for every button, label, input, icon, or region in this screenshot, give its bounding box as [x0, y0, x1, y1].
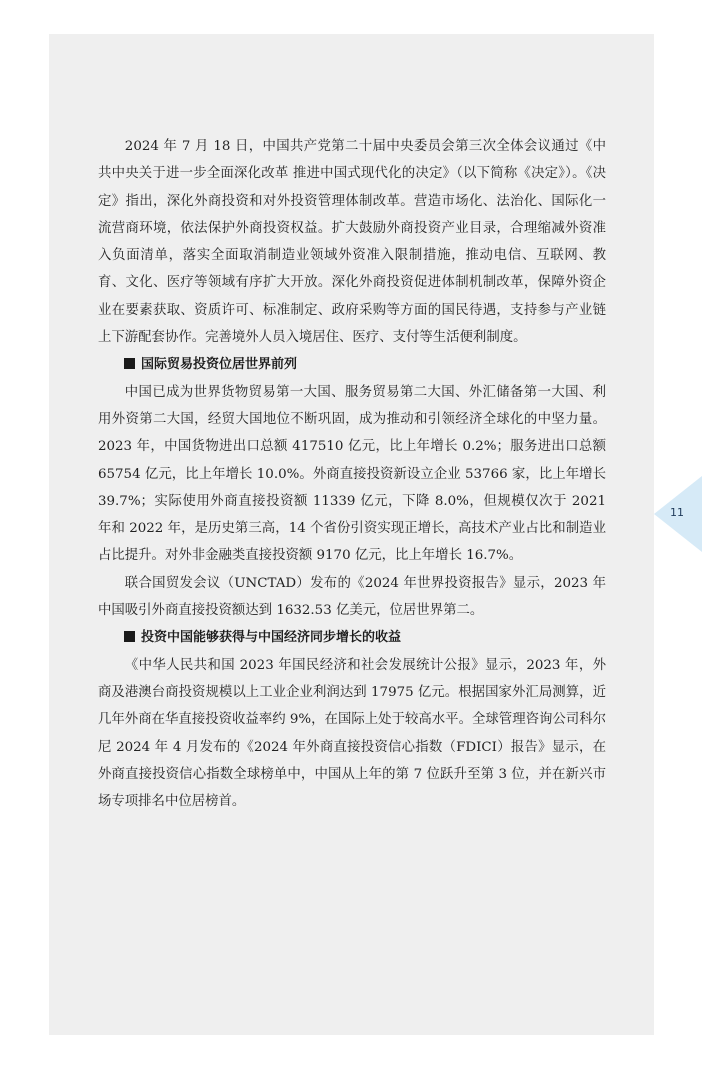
square-bullet-icon	[124, 358, 135, 369]
body-text	[98, 133, 606, 815]
paragraph-decision: 2024 年 7 月 18 日，中国共产党第二十届中央委员会第三次全体会议通过《中共中央关于进一步全面深化改革 推进中国式现代化的决定》（以下简称《决定》）。《决定》指出，深化外商投资和对外投资管理体制改革。营造市场化、法治化、国际化一流营商环境，依法保护外商投资权益。扩大鼓励外商投资产业目录，合理缩减外资准入负面清单，落实全面取消制造业领域外资准入限制措施，推动电信、互联网、教育、文化、医疗等领域有序扩大开放。深化外商投资促进体制机制改革，保障外资企业在要素获取、资质许可、标准制定、政府采购等方面的国民待遇，支持参与产业链上下游配套协作。完善境外人员入境居住、医疗、支付等生活便利制度。	[98, 139, 606, 346]
paragraph-returns: 《中华人民共和国 2023 年国民经济和社会发展统计公报》显示，2023 年，外商及港澳台商投资规模以上工业企业利润达到 17975 亿元。根据国家外汇局测算，近几年外商在华直接投资收益率约 9%，在国际上处于较高水平。全球管理咨询公司科尔尼 2024 年 4 月发布的《2024 年外商直接投资信心指数（FDICI）报告》显示，在外商直接投资信心指数全球榜单中，中国从上年的第 7 位跃升至第 3 位，并在新兴市场专项排名中位居榜首。	[98, 657, 606, 810]
section-heading-returns-label: 投资中国能够获得与中国经济同步增长的收益	[141, 630, 402, 646]
square-bullet-icon	[124, 631, 135, 642]
paragraph-unctad: 联合国贸发会议（UNCTAD）发布的《2024 年世界投资报告》显示，2023 年中国吸引外商直接投资额达到 1632.53 亿美元，位居世界第二。	[98, 575, 606, 619]
section-heading-trade-label: 国际贸易投资位居世界前列	[141, 357, 298, 373]
page-number: 11	[670, 506, 684, 519]
section-heading-trade	[98, 351, 606, 378]
paragraph-trade: 中国已成为世界货物贸易第一大国、服务贸易第二大国、外汇储备第一大国、利用外资第二大国，经贸大国地位不断巩固，成为推动和引领经济全球化的中坚力量。2023 年，中国货物进出口总额 417510 亿元，比上年增长 0.2%；服务进出口总额 65754 亿元，比上年增长 10.0%。外商直接投资新设立企业 53766 家，比上年增长 39.7%；实际使用外商直接投资额 11339 亿元，下降 8.0%，但规模仅次于 2021 年和 2022 年，是历史第三高，14 个省份引资实现正增长，高技术产业占比和制造业占比提升。对外非金融类直接投资额 9170 亿元，比上年增长 16.7%。	[98, 384, 606, 564]
section-heading-returns	[98, 624, 606, 651]
